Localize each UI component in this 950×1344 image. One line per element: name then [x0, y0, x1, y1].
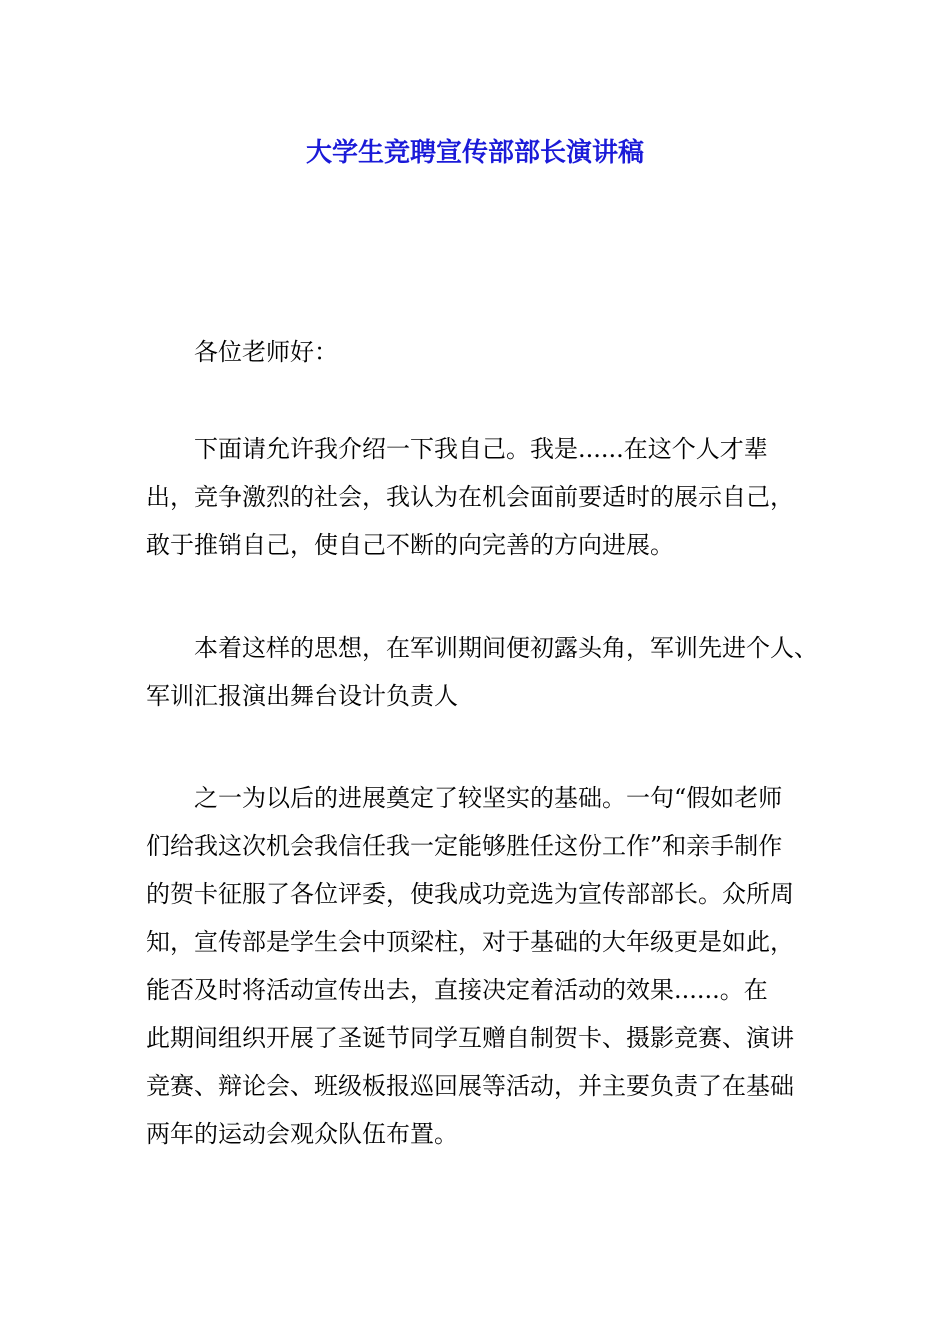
- paragraph-line: 下面请允许我介绍一下我自己。我是......在这个人才辈: [194, 435, 768, 463]
- paragraph-line: 此期间组织开展了圣诞节同学互赠自制贺卡、摄影竞赛、演讲: [146, 1024, 794, 1052]
- document-title: 大学生竞聘宣传部部长演讲稿: [305, 138, 644, 168]
- paragraph-line: 军训汇报演出舞台设计负责人: [146, 682, 458, 710]
- paragraph-line: 之一为以后的进展奠定了较坚实的基础。一句“假如老师: [194, 784, 783, 812]
- paragraph-line: 两年的运动会观众队伍布置。: [146, 1120, 458, 1148]
- greeting-paragraph: [146, 328, 810, 376]
- paragraph-line: 敢于推销自己，使自己不断的向完善的方向进展。: [146, 531, 674, 559]
- paragraph-line: 出，竞争激烈的社会，我认为在机会面前要适时的展示自己，: [146, 483, 794, 511]
- paragraph-line: 们给我这次机会我信任我一定能够胜任这份工作”和亲手制作: [146, 832, 783, 860]
- military-training-paragraph: [146, 624, 818, 720]
- paragraph-line: 的贺卡征服了各位评委，使我成功竞选为宣传部部长。众所周: [146, 880, 794, 908]
- paragraph-line: 各位老师好：: [194, 338, 338, 366]
- paragraph-line: 本着这样的思想，在军训期间便初露头角，军训先进个人、: [194, 634, 818, 662]
- achievements-paragraph: [146, 774, 810, 1158]
- paragraph-line: 能否及时将活动宣传出去，直接决定着活动的效果......。在: [146, 976, 768, 1004]
- paragraph-line: 竞赛、辩论会、班级板报巡回展等活动，并主要负责了在基础: [146, 1072, 794, 1100]
- paragraph-line: 知，宣传部是学生会中顶梁柱，对于基础的大年级更是如此，: [146, 928, 794, 956]
- intro-paragraph: [146, 425, 810, 569]
